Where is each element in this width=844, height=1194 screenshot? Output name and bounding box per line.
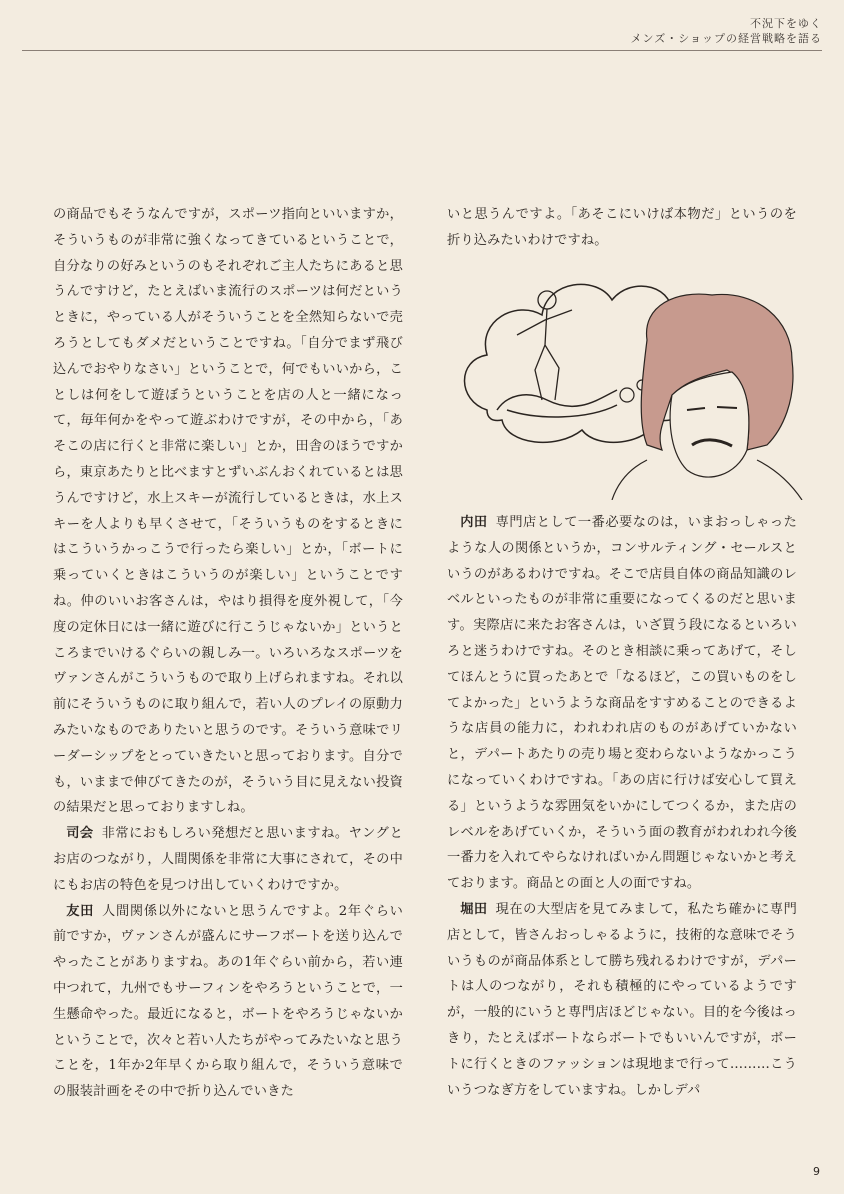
wave-line: [497, 390, 617, 410]
paragraph-text: 専門店として一番必要なのは，いまおっしゃったような人の関係というか，コンサルティング・セールスというのがあるわけですね。そこで店員自体の商品知識のレベルといったものが非常に重要になってくるのだと思います。実際店に来たお客さんは，いざ買う段になるといろいろと迷うわけですね。そのとき相談に乗ってあげて，そしてほんとうに買ったあとで「なるほど，この買いものをしてよかった」というような商品をすすめることのできるような店員の能力に，われわれ店のものがあげていかないと，デパートあたりの売り場と変わらないようなかっこうになっていくわけですね。「あの店に行けば安心して買える」というような雰囲気をいかにしてつくるか，また店のレベルをあげていくか，そういう面の教育がわれわれ今後一番力を入れてやらなければいかん問題じゃないかと考えております。商品との面と人の面ですね。: [447, 515, 797, 892]
speaker-label: 友田: [66, 903, 95, 919]
header-rule: [22, 50, 822, 51]
paragraph-text: 非常におもしろい発想だと思いますね。ヤングとお店のつながり，人間関係を非常に大事にされて，その中にもお店の特色を見つけ出していくわけですか。: [53, 826, 403, 893]
paragraph-tomoda: [53, 899, 403, 1105]
right-column: [447, 202, 797, 254]
page-number: 9: [813, 1165, 820, 1178]
surfer-body: [517, 309, 572, 400]
illustration-surfer-dream: [447, 260, 817, 500]
paragraph-hotta: [447, 897, 797, 1103]
thought-bubble: [620, 388, 634, 402]
paragraph-text: の商品でもそうなんですが，スポーツ指向といいますか，そういうものが非常に強くなってきているということで，自分なりの好みというのもそれぞれご主人たちにあると思うんですけど，たとえばいま流行のスポーツは何だというときに，やっている人がそういうことを全然知らないで売ろうとしてもダメだということですね。「自分でまず飛び込んでおやりなさい」ということで，何でもいいから，ことしは何をして遊ぼうということを店の人と一緒になって，毎年何かをやって遊ぶわけですが，その中から，「あそこの店に行くと非常に楽しい」とか，田舎のほうですから，東京あたりと比べますとずいぶんおくれているとは思うんですけど，水上スキーが流行しているときは，水上スキーを人よりも早くさせて，「そういうものをするときにはこういうかっこうで行ったら楽しい」とか，「ボートに乗っていくときはこういうのが楽しい」ということですね。仲のいいお客さんは，やはり損得を度外視して，「今度の定休日には一緒に遊びに行こうじゃないか」というところまでいけるぐらいの親しみ一。いろいろなスポーツをヴァンさんがこういうもので取り上げられますね。それ以前にそういうものに取り組んで，若い人のプレイの原動力みたいなものでありたいと思うのです。そういう意味でリーダーシップをとっていきたいと思っております。自分でも，いままで伸びてきたのが，そういう目に見えない投資の結果だと思っておりますしね。: [53, 207, 403, 816]
left-column: [53, 202, 403, 1105]
paragraph-continued: [53, 202, 403, 821]
running-head-line2: メンズ・ショップの経営戦略を語る: [630, 32, 822, 45]
paragraph-text: 現在の大型店を見てみまして，私たち確かに専門店として，皆さんおっしゃるように，技術的な意味でそういうものが商品体系として勝ち残れるわけですが，デパートは人のつながり，それも積極的にやっているようですが，一般的にいうと専門店ほどじゃない。目的を今後はっきり，たとえばボートならボートでもいいんですが，ボートに行くときのファッションは現地まで行って………こういうつなぎ方をしていますね。しかしデパ: [447, 901, 797, 1098]
paragraph-continued-right: いと思うんですよ。「あそこにいけば本物だ」というのを折り込みたいわけですね。: [447, 207, 797, 248]
paragraph-uchida: [447, 510, 797, 897]
running-head-line1: 不況下をゆく: [750, 17, 822, 30]
paragraph-moderator: [53, 821, 403, 898]
running-head: [631, 16, 822, 46]
paragraph-text: 人間関係以外にないと思うんですよ。2年ぐらい前ですか，ヴァンさんが盛んにサーフボートを送り込んでやったことがありますね。あの1年ぐらい前から，若い連中つれて，九州でもサーフィンをやろうということで，一生懸命やった。最近になると，ボートをやろうじゃないかということで，次々と若い人たちがやってみたいなと思うことを，1年か2年早くから取り組んで，そういう意味での服装計画をその中で折り込んでいきた: [53, 903, 404, 1100]
speaker-label: 内田: [460, 515, 488, 530]
speaker-label: 司会: [66, 826, 94, 842]
speaker-label: 堀田: [460, 901, 488, 917]
surfboard: [507, 405, 617, 417]
right-column-lower: [447, 510, 797, 1103]
face: [670, 372, 749, 477]
